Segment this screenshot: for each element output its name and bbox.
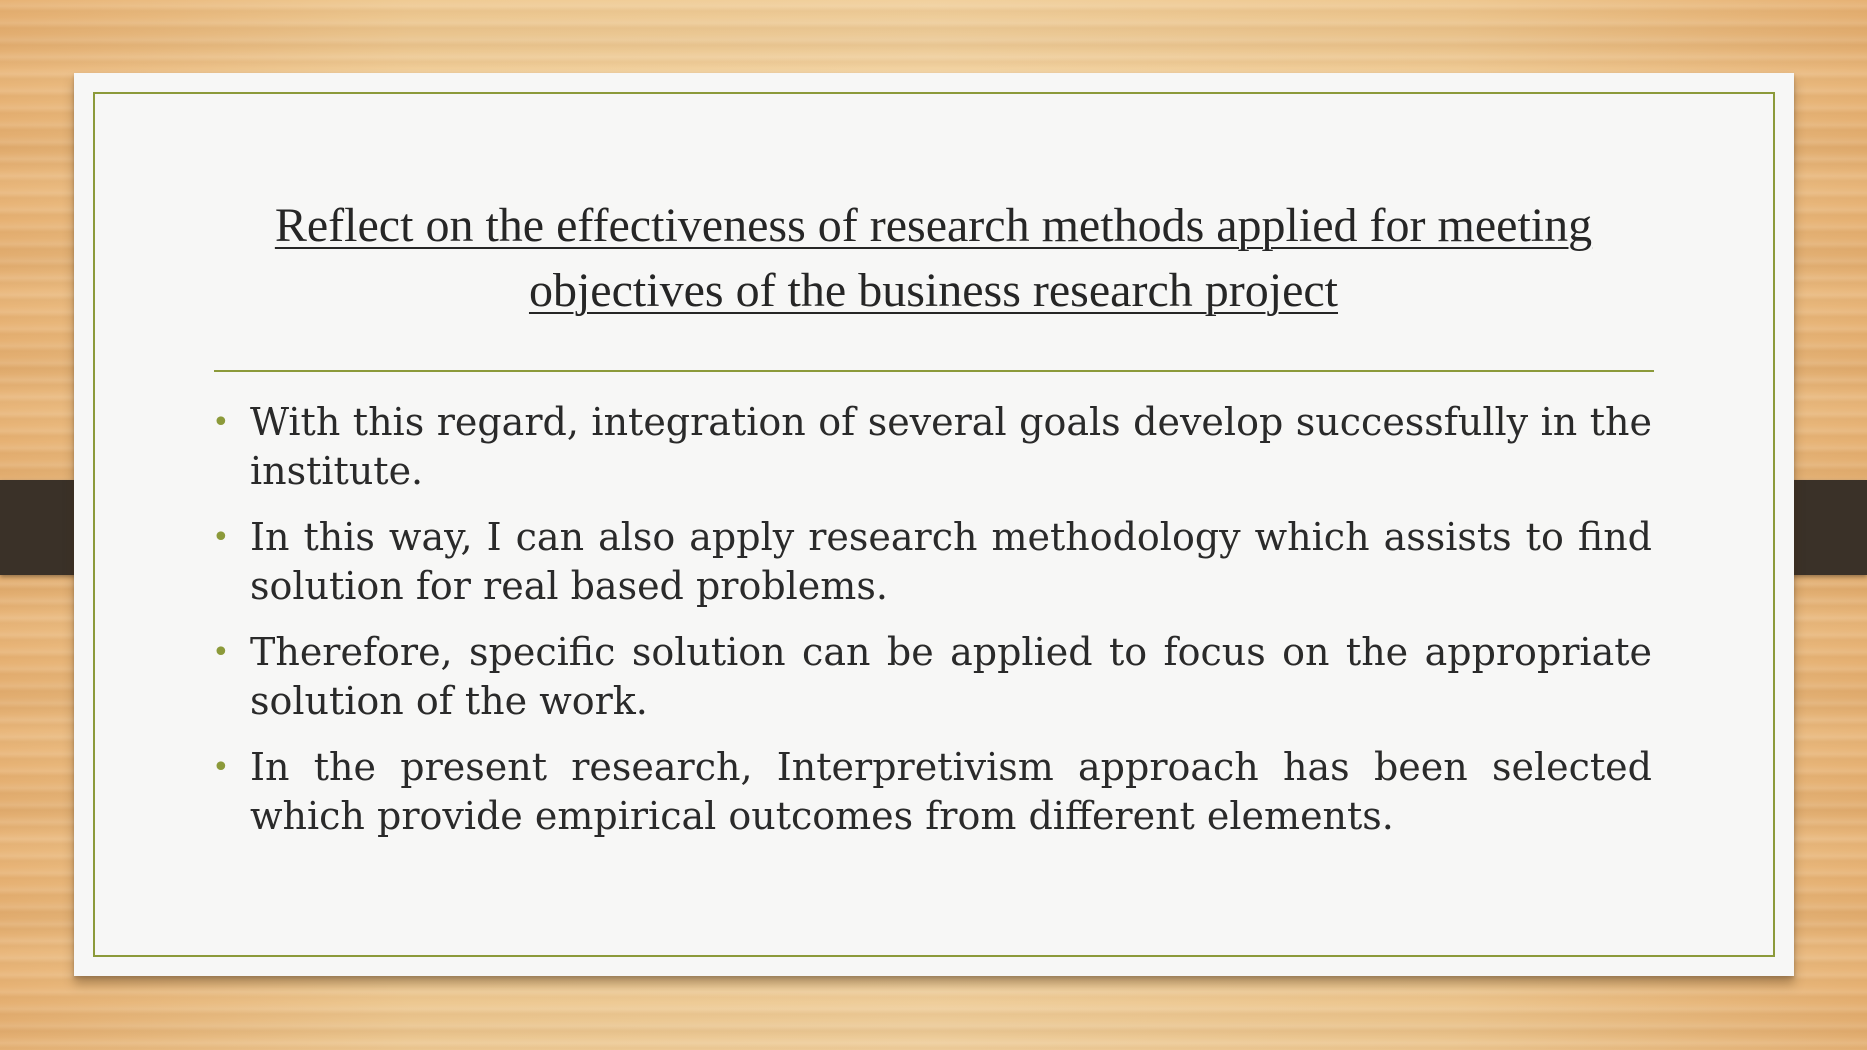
slide-title: Reflect on the effectiveness of research methods applied for meeting objectives of the business research project (274, 199, 1593, 317)
title-divider (214, 370, 1654, 372)
bullet-item (212, 513, 1652, 611)
bullet-text: In this way, I can also apply research methodology which assists to find solution for real based problems. (250, 515, 1652, 608)
bullet-icon: • (212, 750, 230, 785)
bullet-text: In the present research, Interpretivism approach has been selected which provide empirical outcomes from different elements. (250, 745, 1652, 838)
bullet-text: Therefore, specific solution can be applied to focus on the appropriate solution of the work. (250, 630, 1652, 723)
bullet-item (212, 398, 1652, 496)
bullet-icon: • (212, 405, 230, 440)
bullet-item (212, 628, 1652, 726)
bullet-text: With this regard, integration of several goals develop successfully in the institute. (250, 400, 1652, 493)
bullet-list (212, 398, 1652, 858)
bullet-icon: • (212, 520, 230, 555)
bullet-item (212, 743, 1652, 841)
bullet-icon: • (212, 635, 230, 670)
